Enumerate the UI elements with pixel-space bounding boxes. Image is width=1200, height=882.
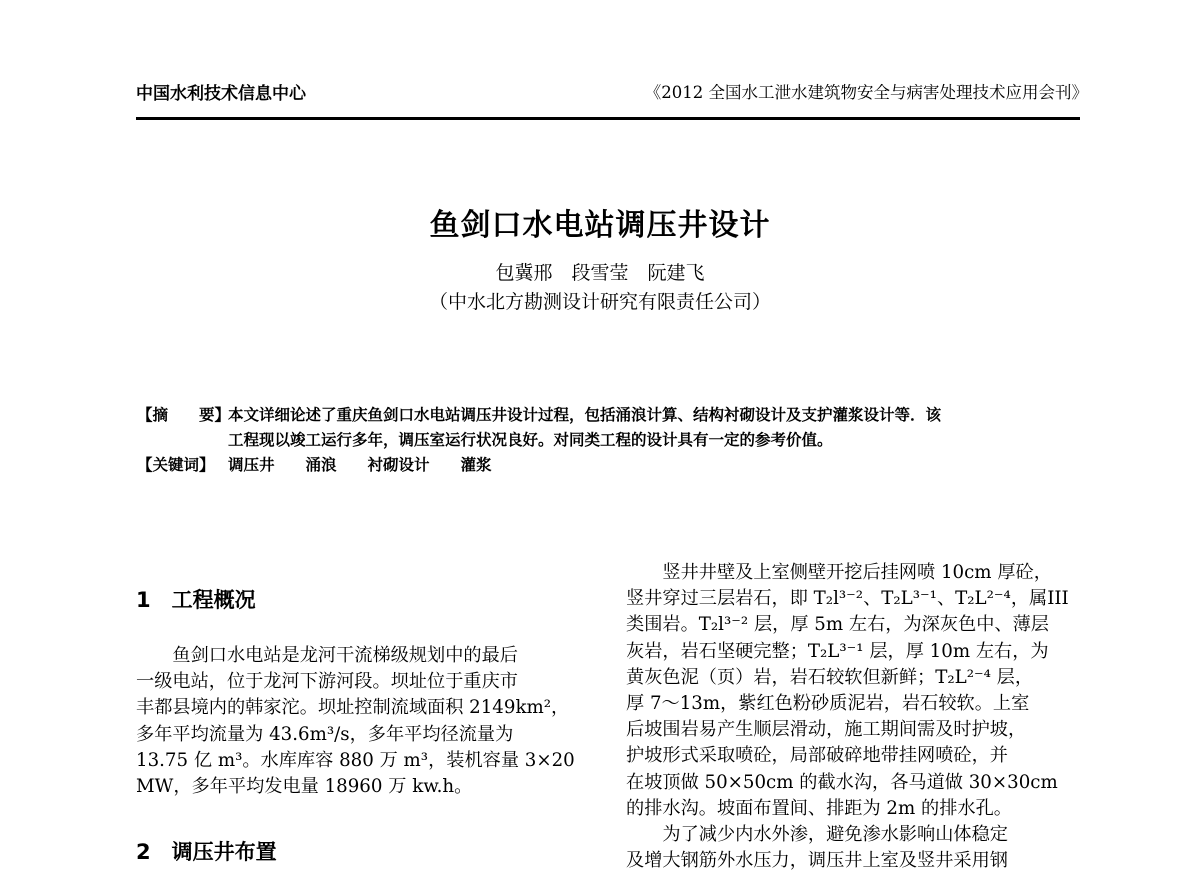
body-line: 一级电站，位于龙河下游河段。坝址位于重庆市 (136, 671, 518, 693)
section-1-heading: 1 工程概况 (136, 588, 256, 612)
paper-authors: 包冀邢 段雪莹 阮建飞 (495, 262, 705, 284)
keywords-label: 【关键词】 (137, 456, 215, 474)
section-2-heading: 2 调压井布置 (136, 840, 277, 864)
body-line: 丰都县境内的韩家沱。坝址控制流域面积 2149km²， (136, 697, 570, 719)
body-line: 护坡形式采取喷砼，局部破碎地带挂网喷砼，并 (626, 745, 1008, 767)
right-column-body (626, 560, 1086, 882)
abstract-label: 【摘 要】 (137, 406, 231, 424)
body-line: 竖井井壁及上室侧壁开挖后挂网喷 10cm 厚砼， (626, 562, 1052, 583)
body-line: 的排水沟。坡面布置间、排距为 2m 的排水孔。 (626, 797, 1012, 819)
body-line: 黄灰色泥（页）岩，岩石较软但新鲜；T₂L²⁻⁴ 层， (626, 666, 1034, 688)
running-header-right: 《2012 全国水工泄水建筑物安全与病害处理技术应用会刊》 (644, 83, 1088, 102)
body-line: 后坡围岩易产生顺层滑动，施工期间需及时护坡， (626, 719, 1027, 741)
body-line: 在坡顶做 50×50cm 的截水沟，各马道做 30×30cm (626, 771, 1058, 793)
body-line: 13.75 亿 m³。水库库容 880 万 m³，装机容量 3×20 (136, 749, 575, 771)
body-line: 灰岩，岩石坚硬完整；T₂L³⁻¹ 层，厚 10m 左右，为 (626, 640, 1049, 662)
body-line: 厚 7～13m，紫红色粉砂质泥岩，岩石较软。上室 (626, 693, 1030, 715)
keywords: 调压井 涌浪 衬砌设计 灌浆 (228, 456, 492, 474)
abstract-line-1: 本文详细论述了重庆鱼剑口水电站调压井设计过程，包括涌浪计算、结构衬砌设计及支护灌浆设计等．该 (228, 406, 942, 424)
header-rule (136, 117, 1080, 120)
running-header-left: 中国水利技术信息中心 (136, 84, 306, 104)
body-line: 鱼剑口水电站是龙河干流梯级规划中的最后 (136, 645, 518, 666)
body-line: 及增大钢筋外水压力，调压井上室及竖井采用钢 (626, 850, 1008, 872)
body-line: 类围岩。T₂l³⁻² 层，厚 5m 左右，为深灰色中、薄层 (626, 614, 1049, 636)
abstract-line-2: 工程现以竣工运行多年，调压室运行状况良好。对同类工程的设计具有一定的参考价值。 (228, 431, 833, 449)
body-line: 多年平均流量为 43.6m³/s，多年平均径流量为 (136, 723, 514, 745)
body-line: 为了减少内水外渗，避免渗水影响山体稳定 (626, 824, 1008, 846)
paper-affiliation: （中水北方勘测设计研究有限责任公司） (428, 291, 771, 313)
body-line: MW，多年平均发电量 18960 万 kw.h。 (136, 776, 473, 798)
paper-title: 鱼剑口水电站调压井设计 (429, 208, 771, 243)
body-line: 竖井穿过三层岩石，即 T₂l³⁻²、T₂L³⁻¹、T₂L²⁻⁴，属III (626, 588, 1069, 610)
section-1-body (136, 643, 588, 800)
